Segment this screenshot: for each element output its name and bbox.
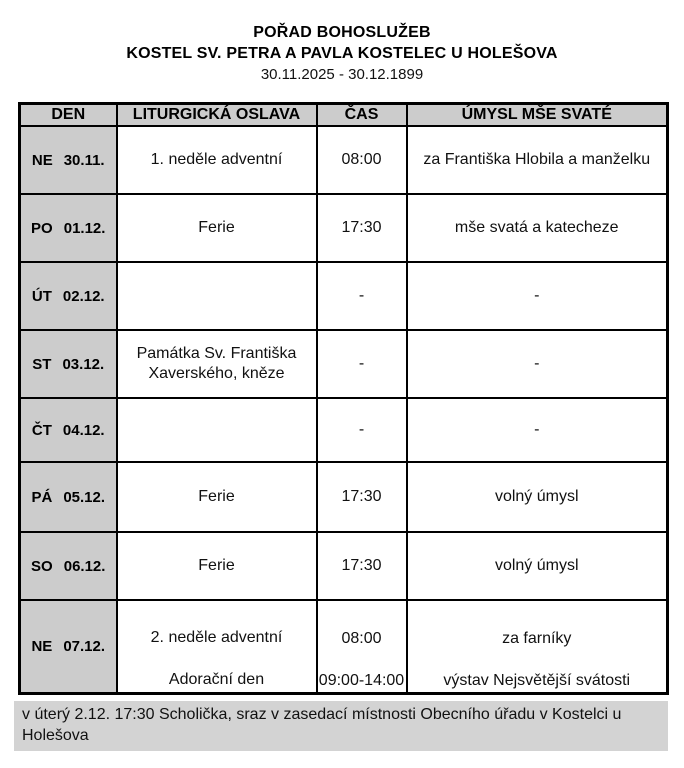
- intention-cell: [407, 600, 668, 694]
- day-cell: [20, 398, 117, 462]
- day-date: 07.12.: [63, 638, 106, 655]
- celebration-cell: Ferie: [117, 532, 317, 600]
- page-subtitle: KOSTEL SV. PETRA A PAVLA KOSTELEC U HOLEŠOVA: [126, 45, 558, 62]
- intention-cell: -: [407, 330, 668, 398]
- time-cell: -: [317, 330, 407, 398]
- day-abbrev: NE: [31, 638, 53, 655]
- day-date: 05.12.: [63, 488, 106, 506]
- celebration-cell: Památka Sv. Františka Xaverského, kněze: [117, 330, 317, 398]
- time-cell: 17:30: [317, 462, 407, 532]
- time-cell: -: [317, 262, 407, 330]
- day-cell: [20, 462, 117, 532]
- celebration-cell: 1. neděle adventní: [117, 126, 317, 194]
- day-date: 01.12.: [63, 219, 106, 237]
- day-abbrev: PÁ: [31, 488, 53, 506]
- table-row: [20, 194, 668, 262]
- day-cell: [20, 126, 117, 194]
- day-date: 03.12.: [62, 355, 105, 373]
- col-header-cas: ČAS: [317, 104, 407, 127]
- date-range: 30.11.2025 - 30.12.1899: [260, 66, 424, 83]
- col-header-den: DEN: [20, 104, 117, 127]
- day-abbrev: NE: [31, 151, 53, 169]
- intention-cell: za Františka Hlobila a manželku: [407, 126, 668, 194]
- day-cell: [20, 532, 117, 600]
- day-cell: [20, 262, 117, 330]
- celebration-event-1: 2. neděle adventní: [150, 628, 283, 646]
- time-cell: -: [317, 398, 407, 462]
- col-header-umysl: ÚMYSL MŠE SVATÉ: [407, 104, 668, 127]
- table-row: [20, 398, 668, 462]
- day-cell: [20, 330, 117, 398]
- day-abbrev: SO: [31, 557, 53, 575]
- time-event-2: 09:00-14:00: [318, 672, 405, 689]
- table-row: [20, 126, 668, 194]
- col-header-oslava: LITURGICKÁ OSLAVA: [117, 104, 317, 127]
- table-row: [20, 330, 668, 398]
- intention-event-1: za farníky: [502, 629, 572, 647]
- intention-cell: -: [407, 398, 668, 462]
- table-row: [20, 600, 668, 694]
- day-cell: [20, 194, 117, 262]
- time-cell: [317, 600, 407, 694]
- time-cell: 08:00: [317, 126, 407, 194]
- intention-cell: mše svatá a katecheze: [407, 194, 668, 262]
- schedule-table: [18, 102, 669, 695]
- time-cell: 17:30: [317, 194, 407, 262]
- intention-cell: volný úmysl: [407, 462, 668, 532]
- table-row: [20, 532, 668, 600]
- celebration-cell: [117, 600, 317, 694]
- time-cell: 17:30: [317, 532, 407, 600]
- intention-event-2: výstav Nejsvětější svátosti: [443, 672, 631, 689]
- day-abbrev: PO: [31, 219, 53, 237]
- intention-cell: -: [407, 262, 668, 330]
- celebration-event-2: Adorační den: [168, 671, 265, 688]
- table-row: [20, 262, 668, 330]
- day-date: 06.12.: [63, 557, 106, 575]
- day-date: 30.11.: [63, 151, 105, 169]
- time-event-1: 08:00: [341, 629, 382, 647]
- day-date: 04.12.: [62, 421, 105, 439]
- celebration-cell: [117, 262, 317, 330]
- day-abbrev: ČT: [31, 421, 52, 439]
- day-cell: [20, 600, 117, 694]
- table-header-row: [20, 104, 668, 127]
- celebration-cell: [117, 398, 317, 462]
- celebration-cell: Ferie: [117, 194, 317, 262]
- day-abbrev: ST: [32, 355, 52, 373]
- intention-cell: volný úmysl: [407, 532, 668, 600]
- footer-note: v úterý 2.12. 17:30 Scholička, sraz v zasedací místnosti Obecního úřadu v Kostelci u Holešova: [14, 701, 668, 751]
- title-block: [0, 0, 684, 85]
- celebration-cell: Ferie: [117, 462, 317, 532]
- day-abbrev: ÚT: [31, 287, 52, 305]
- page-title: POŘAD BOHOSLUŽEB: [253, 24, 431, 41]
- table-row: [20, 462, 668, 532]
- day-date: 02.12.: [62, 287, 105, 305]
